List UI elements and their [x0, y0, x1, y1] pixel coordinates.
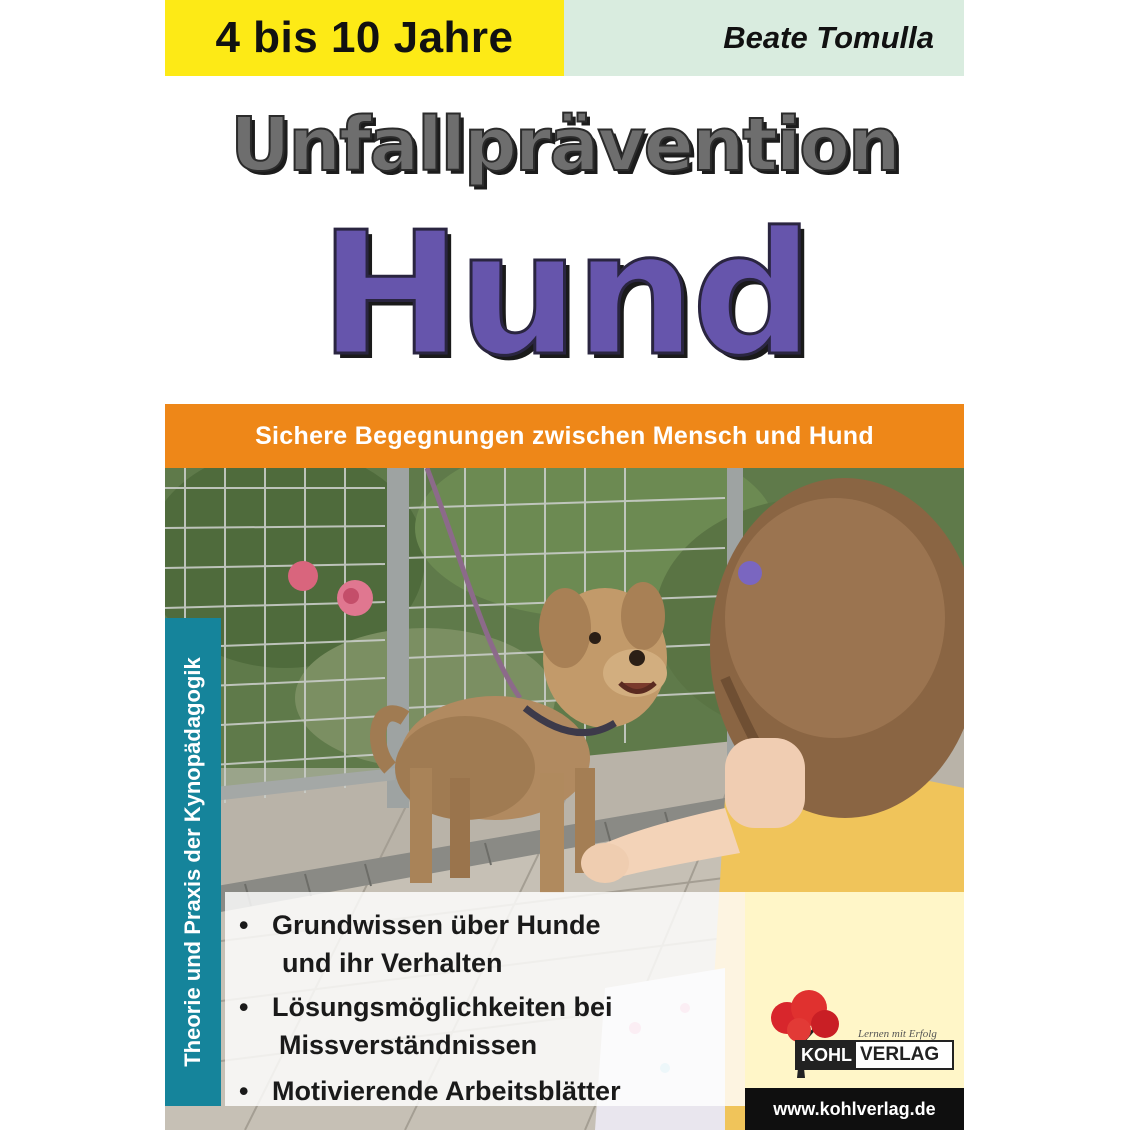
feature-line: Motivierende Arbeitsblätter [272, 1076, 621, 1106]
age-range-label: 4 bis 10 Jahre [215, 13, 514, 62]
publisher-website: www.kohlverlag.de [773, 1098, 936, 1119]
author-name: Beate Tomulla [723, 20, 934, 55]
bullet-icon: • [239, 1076, 249, 1106]
publisher-brand-part1: KOHL [797, 1042, 856, 1068]
feature-line: und ihr Verhalten [282, 948, 503, 978]
feature-line: Missverständnissen [279, 1030, 538, 1060]
age-range-banner [165, 0, 564, 76]
publisher-tagline: Lernen mit Erfolg [858, 1028, 937, 1040]
feature-line: Lösungsmöglichkeiten bei [272, 992, 613, 1022]
bullet-icon: • [239, 992, 249, 1022]
title-line-1: Unfallprävention [230, 102, 899, 188]
bullet-icon: • [239, 910, 249, 940]
publisher-brand-part2: VERLAG [860, 1044, 940, 1065]
feature-line: Grundwissen über Hunde [272, 910, 601, 940]
subtitle-text: Sichere Begegnungen zwischen Mensch und Hund [255, 421, 874, 450]
subtitle-banner [165, 404, 964, 468]
feature-list [225, 892, 745, 1106]
author-banner [564, 0, 964, 76]
publisher-brand [795, 1040, 954, 1070]
series-title: Theorie und Praxis der Kynopädagogik [180, 657, 205, 1067]
publisher-logo-area [745, 892, 964, 1088]
publisher-url-banner [745, 1088, 964, 1130]
series-side-band [165, 618, 221, 1106]
title-line-2: Hund [319, 196, 810, 394]
book-cover [165, 0, 964, 1130]
